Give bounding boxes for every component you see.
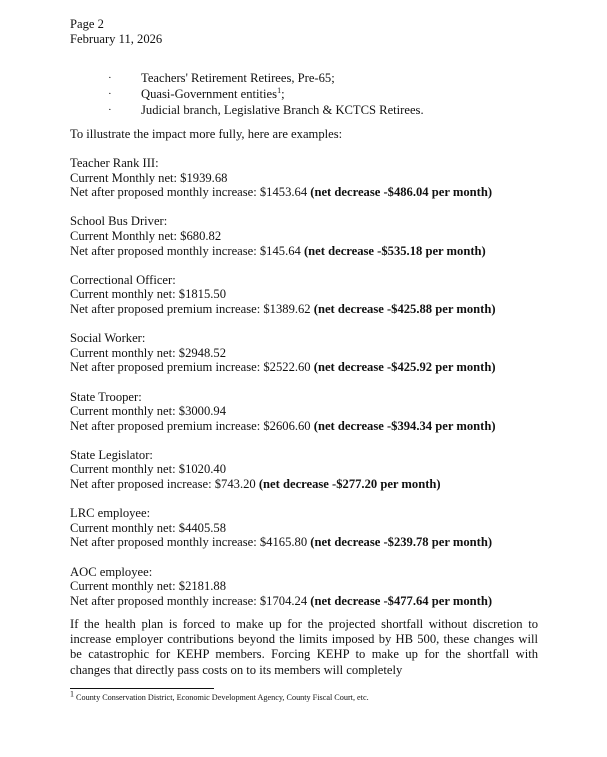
- example-current-net: Current monthly net: $3000.94: [70, 404, 227, 419]
- example-block: [70, 273, 540, 317]
- example-title: School Bus Driver:: [70, 214, 168, 229]
- footnote-separator: [70, 688, 214, 689]
- intro-paragraph: To illustrate the impact more fully, here are examples:: [70, 127, 343, 141]
- after-text: Net after proposed premium increase: $1389.62: [70, 301, 314, 316]
- example-title: Correctional Officer:: [70, 272, 176, 287]
- example-after-increase: [70, 535, 540, 550]
- example-block: [70, 390, 540, 434]
- net-decrease: (net decrease -$425.88 per month): [313, 301, 496, 316]
- bullet-item: [108, 102, 568, 118]
- bullet-dot: ·: [108, 88, 112, 100]
- bullet-text: Judicial branch, Legislative Branch & KCTCS Retirees.: [141, 103, 424, 117]
- example-after-increase: [70, 302, 540, 317]
- example-after-increase: [70, 594, 540, 609]
- footnote-mark: 1: [70, 689, 74, 699]
- bullet-item: [108, 70, 568, 86]
- example-current-net: Current monthly net: $2948.52: [70, 345, 227, 360]
- example-current-net: Current monthly net: $2181.88: [70, 579, 227, 594]
- example-after-increase: [70, 185, 540, 200]
- bullet-text-tail: ;: [281, 87, 285, 101]
- net-decrease: (net decrease -$477.64 per month): [310, 593, 493, 608]
- after-text: Net after proposed monthly increase: $1704.24: [70, 593, 311, 608]
- example-current-net: Current monthly net: $1815.50: [70, 287, 227, 302]
- closing-paragraph: If the health plan is forced to make up for the projected shortfall without discretion to increase employer contributions beyond the limits imposed by HB 500, these changes will be catastrophic for KEHP members. Forcing KEHP to make up for the shortfall with changes that directly pass costs on to its members will completely: [70, 617, 538, 677]
- example-title: Teacher Rank III:: [70, 156, 159, 170]
- net-decrease: (net decrease -$535.18 per month): [303, 243, 486, 258]
- page-header: [70, 17, 162, 47]
- entity-bullet-list: [108, 70, 568, 118]
- example-after-increase: [70, 360, 540, 375]
- example-block: [70, 565, 540, 609]
- example-block: [70, 506, 540, 550]
- example-block: [70, 448, 540, 492]
- after-text: Net after proposed monthly increase: $1453.64: [70, 185, 311, 200]
- net-decrease: (net decrease -$394.34 per month): [313, 418, 496, 433]
- bullet-dot: ·: [108, 104, 112, 116]
- example-block: [70, 156, 540, 200]
- after-text: Net after proposed premium increase: $2522.60: [70, 360, 314, 375]
- example-title: AOC employee:: [70, 564, 153, 579]
- bullet-text: [141, 86, 285, 102]
- example-current-net: Current monthly net: $4405.58: [70, 520, 227, 535]
- example-current-net: Current monthly net: $1020.40: [70, 462, 227, 477]
- footnote-text: County Conservation District, Economic Development Agency, County Fiscal Court, etc.: [76, 693, 369, 702]
- after-text: Net after proposed monthly increase: $4165.80: [70, 535, 311, 550]
- bullet-dot: ·: [108, 72, 112, 84]
- example-current-net: Current Monthly net: $680.82: [70, 228, 222, 243]
- footnote-reference[interactable]: 1: [277, 85, 282, 95]
- example-title: Social Worker:: [70, 331, 146, 346]
- net-decrease: (net decrease -$239.78 per month): [310, 535, 493, 550]
- example-title: State Trooper:: [70, 389, 142, 404]
- letter-date: February 11, 2026: [70, 32, 163, 46]
- example-block: [70, 331, 540, 375]
- after-text: Net after proposed increase: $743.20: [70, 477, 259, 492]
- net-decrease: (net decrease -$277.20 per month): [258, 477, 441, 492]
- example-after-increase: [70, 477, 540, 492]
- examples-list: [70, 156, 540, 623]
- bullet-text: Teachers' Retirement Retirees, Pre-65;: [141, 71, 335, 85]
- example-title: State Legislator:: [70, 447, 153, 462]
- example-after-increase: [70, 419, 540, 434]
- bullet-item: [108, 86, 568, 102]
- example-title: LRC employee:: [70, 506, 151, 521]
- net-decrease: (net decrease -$425.92 per month): [313, 360, 496, 375]
- page-number: Page 2: [70, 17, 104, 31]
- bullet-text-main: Quasi-Government entities: [141, 87, 278, 101]
- footnote: [70, 689, 369, 703]
- after-text: Net after proposed monthly increase: $145.64: [70, 243, 304, 258]
- net-decrease: (net decrease -$486.04 per month): [310, 185, 493, 200]
- after-text: Net after proposed premium increase: $2606.60: [70, 418, 314, 433]
- example-block: [70, 214, 540, 258]
- example-current-net: Current Monthly net: $1939.68: [70, 170, 228, 185]
- example-after-increase: [70, 244, 540, 259]
